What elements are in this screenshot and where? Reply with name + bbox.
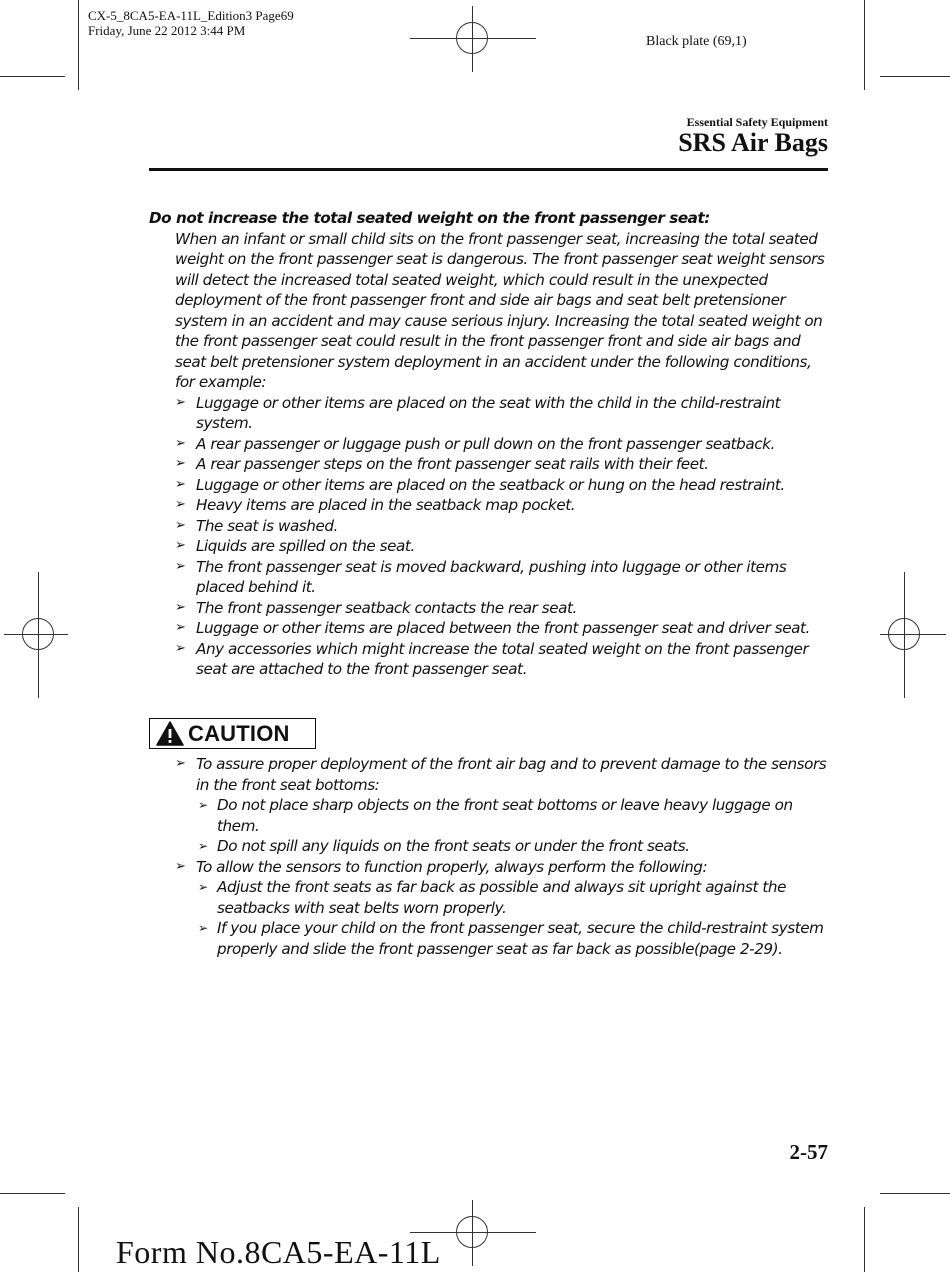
caution-block bbox=[149, 754, 831, 959]
list-item: ➢ Liquids are spilled on the seat. bbox=[196, 536, 831, 557]
list-item: ➢ The front passenger seatback contacts the rear seat. bbox=[196, 598, 831, 619]
list-item: ➢ Adjust the front seats as far back as possible and always sit upright against the seatbacks with seat belts worn properly. bbox=[217, 877, 831, 918]
list-item: ➢ The front passenger seat is moved backward, pushing into luggage or other items placed behind it. bbox=[196, 557, 831, 598]
form-number: Form No.8CA5-EA-11L bbox=[116, 1234, 441, 1270]
page-title: SRS Air Bags bbox=[678, 128, 828, 157]
list-item: ➢ Luggage or other items are placed on the seatback or hung on the head restraint. bbox=[196, 475, 831, 496]
list-item: ➢ Do not place sharp objects on the front seat bottoms or leave heavy luggage on them. bbox=[217, 795, 831, 836]
print-job-info bbox=[88, 8, 294, 38]
header-rule bbox=[149, 168, 828, 171]
list-item: ➢ Luggage or other items are placed between the front passenger seat and driver seat. bbox=[196, 618, 831, 639]
job-line: CX-5_8CA5-EA-11L_Edition3 Page69 bbox=[88, 8, 294, 23]
caution-sublist bbox=[196, 877, 831, 959]
warning-triangle-icon bbox=[156, 721, 184, 746]
list-item bbox=[196, 754, 831, 857]
caution-item-text: To assure proper deployment of the front air bag and to prevent damage to the sensors in the front seat bottoms: bbox=[196, 755, 827, 794]
caution-list bbox=[149, 754, 831, 959]
condition-list bbox=[149, 393, 831, 680]
caution-label: CAUTION bbox=[188, 720, 290, 746]
list-item: ➢ A rear passenger steps on the front passenger seat rails with their feet. bbox=[196, 454, 831, 475]
list-item: ➢ A rear passenger or luggage push or pull down on the front passenger seatback. bbox=[196, 434, 831, 455]
plate-label: Black plate (69,1) bbox=[646, 34, 747, 49]
date-line: Friday, June 22 2012 3:44 PM bbox=[88, 23, 246, 38]
caution-sublist bbox=[196, 795, 831, 857]
list-item: ➢ Any accessories which might increase the total seated weight on the front passenger seat are attached to the front passenger seat. bbox=[196, 639, 831, 680]
warning-lead: Do not increase the total seated weight on the front passenger seat: bbox=[149, 209, 710, 227]
list-item: ➢ Do not spill any liquids on the front seats or under the front seats. bbox=[217, 836, 831, 857]
page-number: 2-57 bbox=[789, 1140, 828, 1164]
warning-block bbox=[149, 208, 831, 680]
list-item: ➢ The seat is washed. bbox=[196, 516, 831, 537]
list-item bbox=[196, 857, 831, 960]
caution-label-box bbox=[149, 718, 316, 749]
section-label: Essential Safety Equipment bbox=[686, 115, 828, 129]
list-item: ➢ Luggage or other items are placed on the seat with the child in the child-restraint system. bbox=[196, 393, 831, 434]
list-item: ➢ Heavy items are placed in the seatback map pocket. bbox=[196, 495, 831, 516]
caution-item-text: To allow the sensors to function properly, always perform the following: bbox=[196, 857, 708, 876]
list-item: ➢ If you place your child on the front passenger seat, secure the child-restraint system properly and slide the front passenger seat as far back as possible(page 2-29). bbox=[217, 918, 831, 959]
warning-paragraph: When an infant or small child sits on the front passenger seat, increasing the total seated weight on the front passenger seat is dangerous. The front passenger seat weight sensors will detect the increased total seated weight, which could result in the unexpected deployment of the front passenger front and side air bags and seat belt pretensioner system in an accident and may cause serious injury. Increasing the total seated weight on the front passenger seat could result in the front passenger front and side air bags and seat belt pretensioner system deployment in an accident under the following conditions, for example: bbox=[175, 229, 825, 391]
